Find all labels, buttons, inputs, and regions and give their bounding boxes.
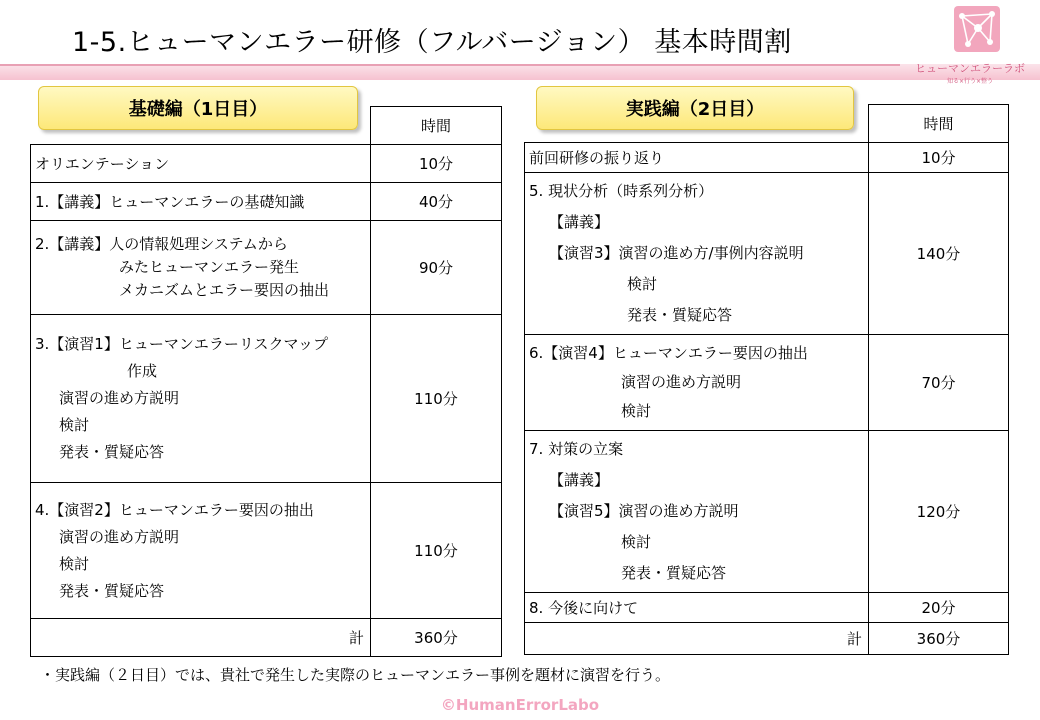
table-row	[31, 183, 502, 221]
header-divider	[0, 64, 900, 66]
logo-name: ヒューマンエラーラボ	[915, 62, 1025, 75]
session-time: 140分	[869, 173, 1009, 335]
total-label: 計	[525, 623, 869, 655]
session-cell	[31, 315, 371, 483]
session-time: 90分	[371, 221, 502, 315]
session-text: 発表・質疑応答	[621, 564, 727, 582]
table-row	[31, 483, 502, 619]
session-text: オリエンテーション	[35, 155, 170, 173]
page-title: 1-5.ヒューマンエラー研修（フルバージョン） 基本時間割	[72, 27, 792, 58]
table-row	[31, 221, 502, 315]
session-time: 20分	[869, 593, 1009, 623]
session-text: 7. 対策の立案	[529, 440, 624, 458]
session-text: 5. 現状分析（時系列分析）	[529, 182, 714, 200]
session-text: 4.【演習2】ヒューマンエラー要因の抽出	[35, 500, 314, 519]
session-text: 8. 今後に向けて	[529, 599, 639, 617]
session-text: 6.【演習4】ヒューマンエラー要因の抽出	[529, 344, 808, 362]
logo-tagline: 知る×行う×整う	[946, 78, 994, 85]
session-text: メカニズムとエラー要因の抽出	[119, 281, 330, 299]
total-time: 360分	[371, 619, 502, 657]
total-row	[525, 623, 1009, 655]
session-cell	[525, 335, 869, 431]
total-time: 360分	[869, 623, 1009, 655]
logo	[910, 6, 1030, 88]
table-row	[525, 335, 1009, 431]
session-time: 120分	[869, 431, 1009, 593]
session-text: 検討	[621, 533, 652, 551]
session-cell	[525, 431, 869, 593]
table-row	[31, 315, 502, 483]
session-text: みたヒューマンエラー発生	[119, 258, 300, 276]
session-time: 110分	[371, 315, 502, 483]
table-row	[525, 173, 1009, 335]
total-label: 計	[31, 619, 371, 657]
copyright: ©HumanErrorLabo	[440, 696, 600, 714]
session-time: 110分	[371, 483, 502, 619]
session-cell	[525, 143, 869, 173]
session-text: 演習の進め方説明	[621, 373, 742, 391]
time-header: 時間	[371, 107, 502, 145]
session-text: 検討	[621, 402, 652, 420]
session-text: 検討	[59, 554, 90, 573]
schedule-table-day2	[524, 104, 1009, 655]
session-cell	[31, 183, 371, 221]
session-text: 1.【講義】ヒューマンエラーの基礎知識	[35, 193, 305, 211]
time-header: 時間	[869, 105, 1009, 143]
session-text: 【講義】	[549, 213, 610, 231]
section-label-day1: 基礎編（1日目）	[38, 86, 358, 130]
session-time: 70分	[869, 335, 1009, 431]
session-text: 【講義】	[549, 471, 610, 489]
header	[0, 0, 1040, 86]
session-time: 10分	[371, 145, 502, 183]
session-text: 【演習5】演習の進め方説明	[549, 502, 739, 520]
session-text: 検討	[59, 416, 90, 434]
session-text: 発表・質疑応答	[59, 581, 165, 600]
session-text: 作成	[127, 362, 158, 380]
schedule-table-day1	[30, 106, 502, 657]
session-cell	[525, 593, 869, 623]
table-row	[525, 593, 1009, 623]
session-text: 発表・質疑応答	[59, 443, 165, 461]
session-text: 3.【演習1】ヒューマンエラーリスクマップ	[35, 335, 328, 353]
session-text: 検討	[627, 275, 658, 293]
session-text: 演習の進め方説明	[59, 389, 180, 407]
session-time: 10分	[869, 143, 1009, 173]
session-cell	[31, 145, 371, 183]
session-text: 2.【講義】人の情報処理システムから	[35, 235, 288, 253]
session-cell	[525, 173, 869, 335]
total-row	[31, 619, 502, 657]
session-text: 【演習3】演習の進め方/事例内容説明	[549, 244, 804, 262]
table-row	[31, 145, 502, 183]
header-bar	[0, 64, 1040, 80]
session-text: 前回研修の振り返り	[529, 149, 665, 167]
section-label-day2: 実践編（2日目）	[536, 86, 854, 130]
table-row	[525, 143, 1009, 173]
session-text: 演習の進め方説明	[59, 527, 180, 546]
network-logo-icon	[954, 6, 1000, 52]
session-time: 40分	[371, 183, 502, 221]
session-text: 発表・質疑応答	[627, 306, 733, 324]
table-row	[525, 431, 1009, 593]
session-cell	[31, 221, 371, 315]
footnote: ・実践編（２日目）では、貴社で発生した実際のヒューマンエラー事例を題材に演習を行う。	[40, 666, 671, 684]
session-cell	[31, 483, 371, 619]
